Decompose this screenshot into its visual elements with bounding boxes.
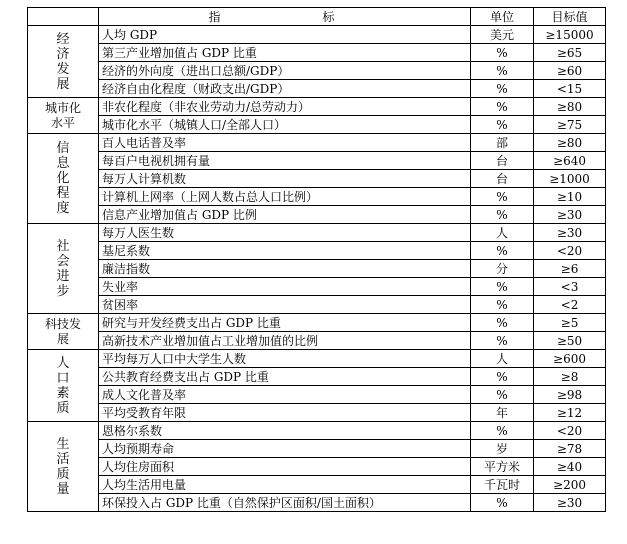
unit-cell: % bbox=[471, 188, 534, 206]
table-row bbox=[28, 476, 606, 494]
table-row bbox=[28, 98, 606, 116]
indicator-name: 信息产业增加值占 GDP 比例 bbox=[99, 206, 471, 224]
unit-cell: 年 bbox=[471, 404, 534, 422]
table-row bbox=[28, 404, 606, 422]
table-row bbox=[28, 116, 606, 134]
indicator-name: 平均受教育年限 bbox=[99, 404, 471, 422]
table-row bbox=[28, 386, 606, 404]
unit-cell: % bbox=[471, 44, 534, 62]
target-value: ≥80 bbox=[534, 134, 606, 152]
header-row bbox=[28, 8, 606, 26]
table-row bbox=[28, 170, 606, 188]
target-value: <3 bbox=[534, 278, 606, 296]
target-value: ≥80 bbox=[534, 98, 606, 116]
table-row bbox=[28, 224, 606, 242]
table-row bbox=[28, 206, 606, 224]
indicator-name: 非农化程度（非农业劳动力/总劳动力） bbox=[99, 98, 471, 116]
indicator-name: 公共教育经费支出占 GDP 比重 bbox=[99, 368, 471, 386]
table-row bbox=[28, 422, 606, 440]
table-row bbox=[28, 332, 606, 350]
target-value: ≥1000 bbox=[534, 170, 606, 188]
category-cell bbox=[28, 134, 99, 224]
indicator-name: 百人电话普及率 bbox=[99, 134, 471, 152]
target-value: ≥40 bbox=[534, 458, 606, 476]
category-cell bbox=[28, 350, 99, 422]
header-unit: 单位 bbox=[471, 8, 534, 26]
indicator-name: 高新技术产业增加值占工业增加值的比例 bbox=[99, 332, 471, 350]
indicator-name: 经济自由化程度（财政支出/GDP） bbox=[99, 80, 471, 98]
table-row bbox=[28, 62, 606, 80]
header-indicator: 指 标 bbox=[99, 8, 471, 26]
unit-cell: 平方米 bbox=[471, 458, 534, 476]
target-value: <20 bbox=[534, 422, 606, 440]
indicator-name: 廉洁指数 bbox=[99, 260, 471, 278]
category-cell bbox=[28, 314, 99, 350]
unit-cell: 台 bbox=[471, 170, 534, 188]
indicator-name: 人均生活用电量 bbox=[99, 476, 471, 494]
target-value: ≥98 bbox=[534, 386, 606, 404]
table-row bbox=[28, 368, 606, 386]
unit-cell: % bbox=[471, 206, 534, 224]
target-value: ≥15000 bbox=[534, 26, 606, 44]
unit-cell: % bbox=[471, 422, 534, 440]
table-row bbox=[28, 26, 606, 44]
indicator-name: 每万人医生数 bbox=[99, 224, 471, 242]
table-row bbox=[28, 260, 606, 278]
category-cell bbox=[28, 98, 99, 134]
indicator-name: 经济的外向度（进出口总额/GDP） bbox=[99, 62, 471, 80]
table-row bbox=[28, 152, 606, 170]
unit-cell: % bbox=[471, 368, 534, 386]
table-row bbox=[28, 494, 606, 512]
indicator-name: 每百户电视机拥有量 bbox=[99, 152, 471, 170]
unit-cell: % bbox=[471, 278, 534, 296]
indicator-name: 恩格尔系数 bbox=[99, 422, 471, 440]
indicator-name: 成人文化普及率 bbox=[99, 386, 471, 404]
unit-cell: % bbox=[471, 62, 534, 80]
category-cell bbox=[28, 422, 99, 512]
target-value: ≥65 bbox=[534, 44, 606, 62]
indicator-name: 平均每万人口中大学生人数 bbox=[99, 350, 471, 368]
unit-cell: 分 bbox=[471, 260, 534, 278]
category-cell bbox=[28, 224, 99, 314]
unit-cell: 部 bbox=[471, 134, 534, 152]
target-value: ≥30 bbox=[534, 224, 606, 242]
category-label: 信息化程度 bbox=[56, 141, 70, 216]
category-label: 经济发展 bbox=[56, 31, 70, 92]
table-row bbox=[28, 458, 606, 476]
target-value: ≥640 bbox=[534, 152, 606, 170]
indicator-name: 人均 GDP bbox=[99, 26, 471, 44]
target-value: ≥75 bbox=[534, 116, 606, 134]
target-value: <2 bbox=[534, 296, 606, 314]
category-cell bbox=[28, 26, 99, 98]
target-value: ≥200 bbox=[534, 476, 606, 494]
table-row bbox=[28, 80, 606, 98]
category-label: 社会进步 bbox=[56, 238, 70, 299]
unit-cell: 美元 bbox=[471, 26, 534, 44]
indicator-name: 城市化水平（城镇人口/全部人口） bbox=[99, 116, 471, 134]
unit-cell: 人 bbox=[471, 350, 534, 368]
indicator-name: 基尼系数 bbox=[99, 242, 471, 260]
header-target: 目标值 bbox=[534, 8, 606, 26]
indicator-name: 贫困率 bbox=[99, 296, 471, 314]
category-label: 人口素质 bbox=[56, 355, 70, 416]
unit-cell: % bbox=[471, 314, 534, 332]
unit-cell: % bbox=[471, 386, 534, 404]
indicator-name: 人均住房面积 bbox=[99, 458, 471, 476]
table-row bbox=[28, 350, 606, 368]
unit-cell: % bbox=[471, 332, 534, 350]
table-row bbox=[28, 44, 606, 62]
indicator-name: 第三产业增加值占 GDP 比重 bbox=[99, 44, 471, 62]
target-value: ≥5 bbox=[534, 314, 606, 332]
target-value: ≥12 bbox=[534, 404, 606, 422]
unit-cell: 千瓦时 bbox=[471, 476, 534, 494]
unit-cell: % bbox=[471, 242, 534, 260]
unit-cell: 岁 bbox=[471, 440, 534, 458]
table-row bbox=[28, 296, 606, 314]
table-row bbox=[28, 242, 606, 260]
indicator-name: 人均预期寿命 bbox=[99, 440, 471, 458]
unit-cell: % bbox=[471, 296, 534, 314]
indicator-table bbox=[27, 7, 606, 512]
table-row bbox=[28, 188, 606, 206]
indicator-name: 研究与开发经费支出占 GDP 比重 bbox=[99, 314, 471, 332]
table-row bbox=[28, 440, 606, 458]
category-label: 科技发展 bbox=[44, 316, 81, 346]
target-value: ≥30 bbox=[534, 206, 606, 224]
unit-cell: % bbox=[471, 494, 534, 512]
unit-cell: 台 bbox=[471, 152, 534, 170]
target-value: ≥6 bbox=[534, 260, 606, 278]
target-value: ≥10 bbox=[534, 188, 606, 206]
header-category bbox=[28, 8, 99, 26]
indicator-name: 每万人计算机数 bbox=[99, 170, 471, 188]
target-value: ≥50 bbox=[534, 332, 606, 350]
category-label: 城市化水平 bbox=[44, 100, 81, 130]
target-value: <15 bbox=[534, 80, 606, 98]
unit-cell: 人 bbox=[471, 224, 534, 242]
indicator-name: 计算机上网率（上网人数占总人口比例） bbox=[99, 188, 471, 206]
indicator-table-body bbox=[28, 26, 606, 512]
unit-cell: % bbox=[471, 116, 534, 134]
category-label: 生活质量 bbox=[56, 436, 70, 497]
target-value: ≥60 bbox=[534, 62, 606, 80]
target-value: ≥78 bbox=[534, 440, 606, 458]
table-row bbox=[28, 134, 606, 152]
target-value: ≥30 bbox=[534, 494, 606, 512]
indicator-name: 失业率 bbox=[99, 278, 471, 296]
indicator-table-container bbox=[27, 7, 606, 512]
unit-cell: % bbox=[471, 80, 534, 98]
indicator-name: 环保投入占 GDP 比重（自然保护区面积/国土面积） bbox=[99, 494, 471, 512]
target-value: ≥600 bbox=[534, 350, 606, 368]
target-value: ≥8 bbox=[534, 368, 606, 386]
table-row bbox=[28, 278, 606, 296]
target-value: <20 bbox=[534, 242, 606, 260]
unit-cell: % bbox=[471, 98, 534, 116]
table-row bbox=[28, 314, 606, 332]
